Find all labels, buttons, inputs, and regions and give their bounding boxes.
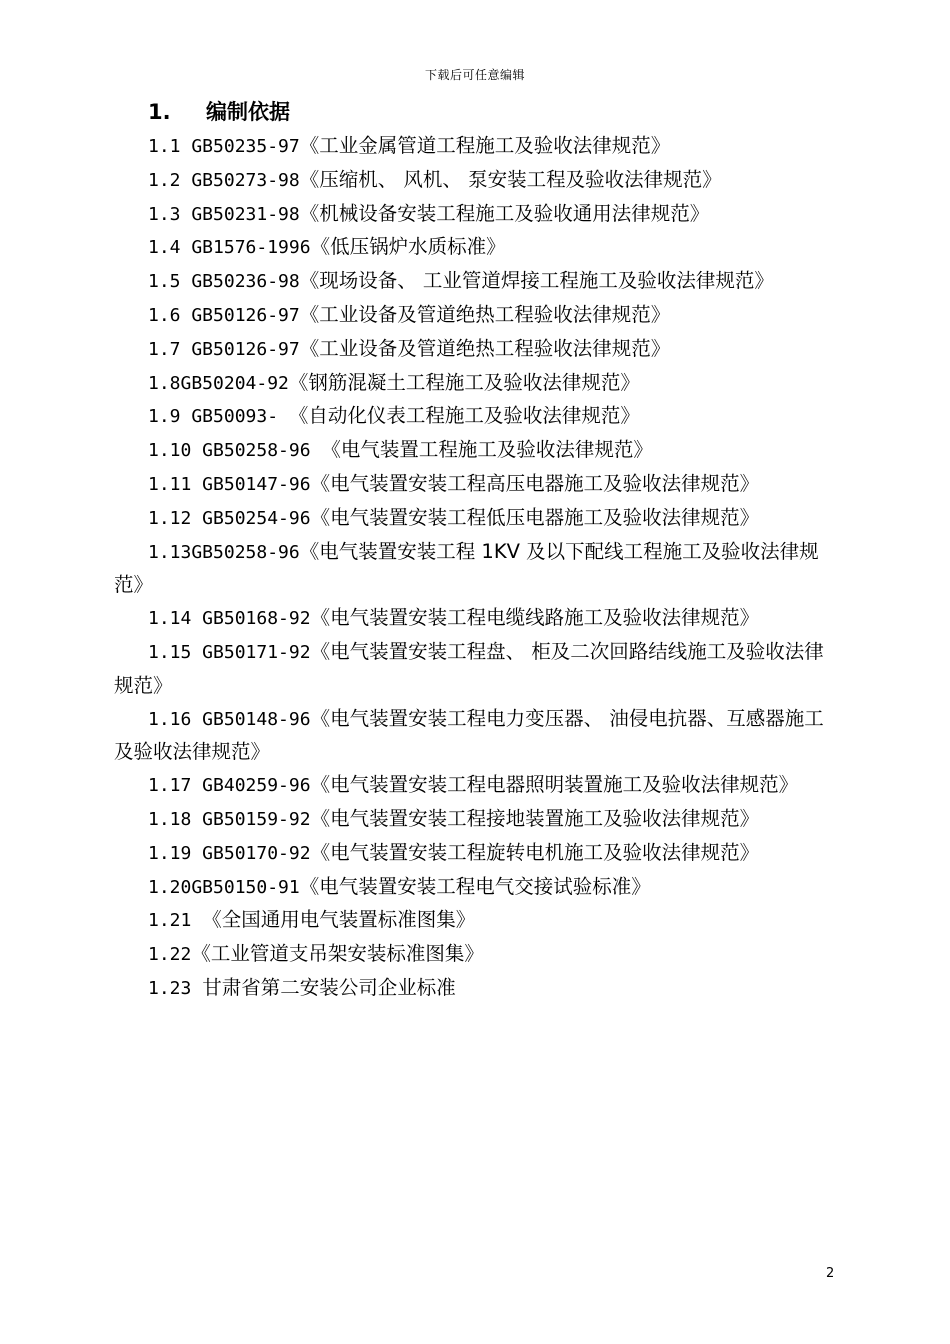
standard-code: 1.16 GB50148-96 [148,708,311,730]
standard-title: 《电气装置安装工程盘、 柜及二次回路结线施工及验收法律规范》 [114,639,824,697]
standard-title: 《工业金属管道工程施工及验收法律规范》 [299,134,671,157]
standard-code: 1.12 GB50254-96 [148,507,311,529]
list-item [114,333,838,367]
standard-code: 1.1 GB50235-97 [148,136,300,157]
list-item [114,837,838,871]
standard-title: 《电气装置工程施工及验收法律规范》 [321,438,653,462]
standard-code: 1.6 GB50126-97 [148,304,300,326]
standard-code: 1.5 GB50236-98 [148,271,300,293]
standard-code: 1.17 GB40259-96 [148,775,311,797]
standard-code: 1.11 GB50147-96 [148,473,311,495]
list-item [114,803,838,837]
list-item [114,367,838,401]
list-item [114,468,838,502]
list-item [114,904,838,938]
list-item [114,400,838,434]
standard-title: 《电气装置安装工程接地装置施工及验收法律规范》 [310,806,760,830]
standard-title: 《电气装置安装工程电器照明装置施工及验收法律规范》 [310,773,799,797]
standard-code: 1.9 GB50093- [148,406,289,428]
standard-code: 1.22 [148,944,192,966]
section-title: 编制依据 [206,100,290,124]
list-item [114,299,838,333]
standard-title: 《电气装置安装工程旋转电机施工及验收法律规范》 [310,840,760,864]
standard-code: 1.14 GB50168-92 [148,608,311,630]
list-item [114,130,838,164]
standard-code: 1.7 GB50126-97 [148,338,300,360]
standard-title: 《工业管道支吊架安装标准图集》 [191,942,484,966]
standard-title: 《电气装置安装工程高压电器施工及验收法律规范》 [310,471,760,495]
standard-title: 《电气装置安装工程 1KV 及以下配线工程施工及验收法律规范》 [114,539,819,597]
standard-title: 《自动化仪表工程施工及验收法律规范》 [288,404,640,428]
standard-code: 1.19 GB50170-92 [148,842,311,864]
standard-title: 《全国通用电气装置标准图集》 [202,908,476,932]
list-item [114,871,838,905]
list-item [114,198,838,232]
list-item [114,602,838,636]
list-item [114,536,838,603]
list-item [114,231,838,265]
standard-title: 《低压锅炉水质标准》 [310,235,506,259]
standard-code: 1.10 GB50258-96 [148,440,322,462]
standard-code: 1.2 GB50273-98 [148,169,300,191]
standard-title: 《压缩机、 风机、 泵安装工程及验收法律规范》 [299,167,722,191]
standard-code: 1.13GB50258-96 [148,541,300,563]
list-item [114,164,838,198]
standard-title: 《电气装置安装工程电气交接试验标准》 [299,874,651,898]
standard-code: 1.18 GB50159-92 [148,808,311,830]
standard-title: 《工业设备及管道绝热工程验收法律规范》 [299,302,671,326]
list-item [114,265,838,299]
standard-code: 1.8GB50204-92 [148,372,289,394]
page-header: 下载后可任意编辑 [424,68,525,82]
standard-code: 1.15 GB50171-92 [148,641,311,663]
list-item [114,502,838,536]
section-number: 1. [148,100,171,124]
standard-title: 《电气装置安装工程低压电器施工及验收法律规范》 [310,505,760,529]
list-item [114,636,838,703]
standard-title: 《工业设备及管道绝热工程验收法律规范》 [299,336,671,360]
standard-title: 《钢筋混凝土工程施工及验收法律规范》 [288,370,640,394]
standard-code: 1.3 GB50231-98 [148,203,300,225]
standard-title: 《现场设备、 工业管道焊接工程施工及验收法律规范》 [299,269,774,293]
standard-code: 1.20GB50150-91 [148,876,300,898]
list-item [114,769,838,803]
page-number: 2 [826,1266,835,1281]
reference-list [114,130,838,1006]
standard-code: 1.23 [148,977,203,999]
standard-title: 《机械设备安装工程施工及验收通用法律规范》 [299,201,710,225]
list-item [114,938,838,972]
standard-title: 《电气装置安装工程电缆线路施工及验收法律规范》 [310,606,760,630]
list-item [114,972,838,1006]
standard-title: 《电气装置安装工程电力变压器、 油侵电抗器、互感器施工及验收法律规范》 [114,706,824,764]
standard-title: 甘肃省第二安装公司企业标准 [202,975,456,999]
standard-code: 1.21 [148,910,203,932]
section-heading [148,96,290,126]
list-item [114,703,838,770]
list-item [114,434,838,468]
standard-code: 1.4 GB1576-1996 [148,237,311,259]
